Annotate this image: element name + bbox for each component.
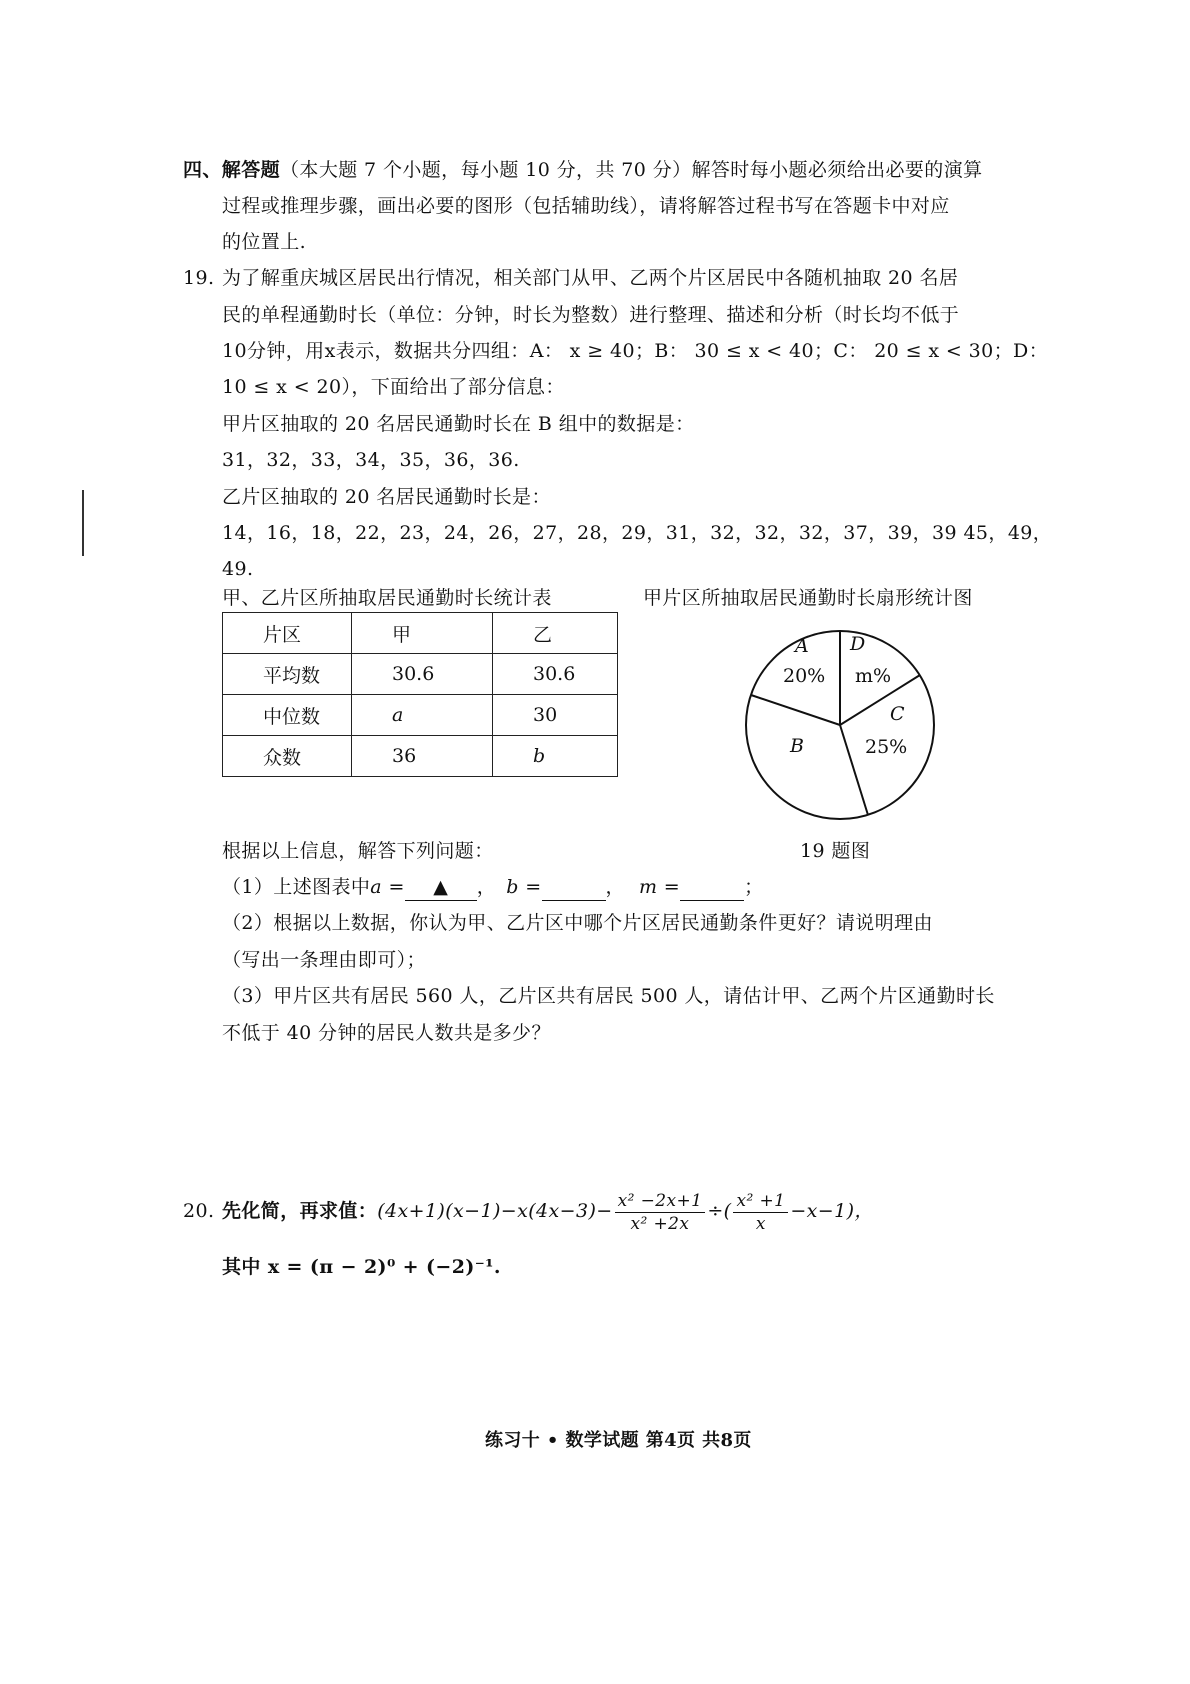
table-header-cell: 甲	[352, 613, 493, 654]
table-title: 甲、乙片区所抽取居民通勤时长统计表	[222, 587, 552, 609]
q19-yi-data-1: 14，16，18，22，23，24，26，27，28，29，31，32，32，32，37，39，39 45，49，	[222, 522, 1053, 544]
q20-condition: 其中 x = (π − 2)⁰ + (−2)⁻¹.	[222, 1256, 501, 1278]
q20-expr-b: ÷(	[707, 1200, 732, 1222]
pie-value-d: m%	[855, 665, 892, 687]
section-instructions-2: 过程或推理步骤，画出必要的图形（包括辅助线），请将解答过程书写在答题卡中对应	[222, 195, 950, 217]
table-cell: 平均数	[223, 654, 352, 695]
answer-blank-a: ▲	[405, 874, 477, 901]
table-cell: 众数	[223, 736, 352, 777]
q19-part1: （1）上述图表中a = ▲ ， b = ， m = ；	[222, 874, 764, 901]
section-instructions-1: （本大题 7 个小题，每小题 10 分，共 70 分）解答时每小题必须给出必要的演算	[280, 159, 983, 181]
q19-intro-3: 10分钟，用x表示，数据共分四组：A： x ≥ 40；B： 30 ≤ x < 40；C： 20 ≤ x < 30；D：	[222, 340, 1049, 362]
q19-part1-a: a =	[370, 876, 405, 898]
q20-frac2-den: x	[755, 1213, 766, 1234]
pie-value-c: 25%	[865, 736, 908, 758]
answer-blank-b	[542, 874, 606, 901]
q20-expression	[222, 1184, 874, 1238]
table-cell: 30.6	[493, 654, 618, 695]
q19-intro-1: 为了解重庆城区居民出行情况，相关部门从甲、乙两个片区居民中各随机抽取 20 名居	[222, 267, 959, 289]
q20-frac1-num: x² −2x+1	[615, 1190, 706, 1213]
q19-jia-data: 31，32，33，34，35，36，36.	[222, 449, 520, 471]
table-header-row	[223, 613, 618, 654]
q20-lead: 先化简，再求值：	[222, 1200, 378, 1222]
q19-yi-data-2: 49.	[222, 558, 254, 580]
table-cell: 中位数	[223, 695, 352, 736]
q19-yi-label: 乙片区抽取的 20 名居民通勤时长是：	[222, 486, 551, 508]
q19-part3-2: 不低于 40 分钟的居民人数共是多少？	[222, 1022, 551, 1044]
q20-fraction-2	[733, 1190, 788, 1235]
q20-frac2-num: x² +1	[733, 1190, 788, 1213]
q20-expr-a: (4x+1)(x−1)−x(4x−3)−	[377, 1200, 613, 1222]
q19-part3-1: （3）甲片区共有居民 560 人，乙片区共有居民 500 人，请估计甲、乙两个片区通勤时长	[222, 985, 995, 1007]
table-row	[223, 654, 618, 695]
pie-title: 甲片区所抽取居民通勤时长扇形统计图	[643, 587, 973, 609]
q20-expr-c: −x−1)，	[790, 1200, 874, 1222]
section-title: 四、解答题	[183, 159, 281, 181]
q19-part1-prefix: （1）上述图表中	[222, 876, 371, 898]
table-cell: 30.6	[352, 654, 493, 695]
table-cell: b	[493, 736, 618, 777]
table-row	[223, 695, 618, 736]
pie-value-a: 20%	[783, 665, 826, 687]
q19-intro-4: 10 ≤ x < 20），下面给出了部分信息：	[222, 376, 565, 398]
q19-part1-m: m =	[638, 876, 681, 898]
answer-blank-m	[680, 874, 744, 901]
q19-part1-b: b =	[506, 876, 542, 898]
section-header	[183, 157, 983, 183]
q20-frac1-den: x² +2x	[630, 1213, 690, 1234]
pie-divider-ba	[751, 695, 840, 725]
pie-label-a: A	[795, 635, 809, 657]
table-cell: 30	[493, 695, 618, 736]
pie-label-b: B	[790, 735, 804, 757]
pie-divider-cb	[840, 725, 868, 815]
q19-part1-end: ；	[744, 876, 764, 898]
margin-mark	[82, 490, 84, 556]
q20-fraction-1	[615, 1190, 706, 1235]
stats-table	[222, 612, 618, 777]
table-row	[223, 736, 618, 777]
q19-number: 19.	[183, 267, 215, 289]
table-header-cell: 片区	[223, 613, 352, 654]
table-header-cell: 乙	[493, 613, 618, 654]
q19-part2-2: （写出一条理由即可）；	[222, 949, 426, 971]
q19-part2-1: （2）根据以上数据，你认为甲、乙片区中哪个片区居民通勤条件更好？请说明理由	[222, 912, 933, 934]
pie-label-c: C	[890, 703, 905, 725]
q19-jia-label: 甲片区抽取的 20 名居民通勤时长在 B 组中的数据是：	[222, 413, 695, 435]
page-footer: 练习十 • 数学试题 第4页 共8页	[485, 1430, 752, 1451]
table-cell: a	[352, 695, 493, 736]
section-instructions-3: 的位置上.	[222, 231, 307, 253]
q20-number: 20.	[183, 1200, 215, 1222]
pie-caption: 19 题图	[800, 840, 871, 862]
pie-chart	[740, 625, 940, 825]
questions-lead: 根据以上信息，解答下列问题：	[222, 840, 494, 862]
pie-label-d: D	[850, 633, 866, 655]
table-cell: 36	[352, 736, 493, 777]
q19-intro-2: 民的单程通勤时长（单位：分钟，时长为整数）进行整理、描述和分析（时长均不低于	[222, 304, 960, 326]
